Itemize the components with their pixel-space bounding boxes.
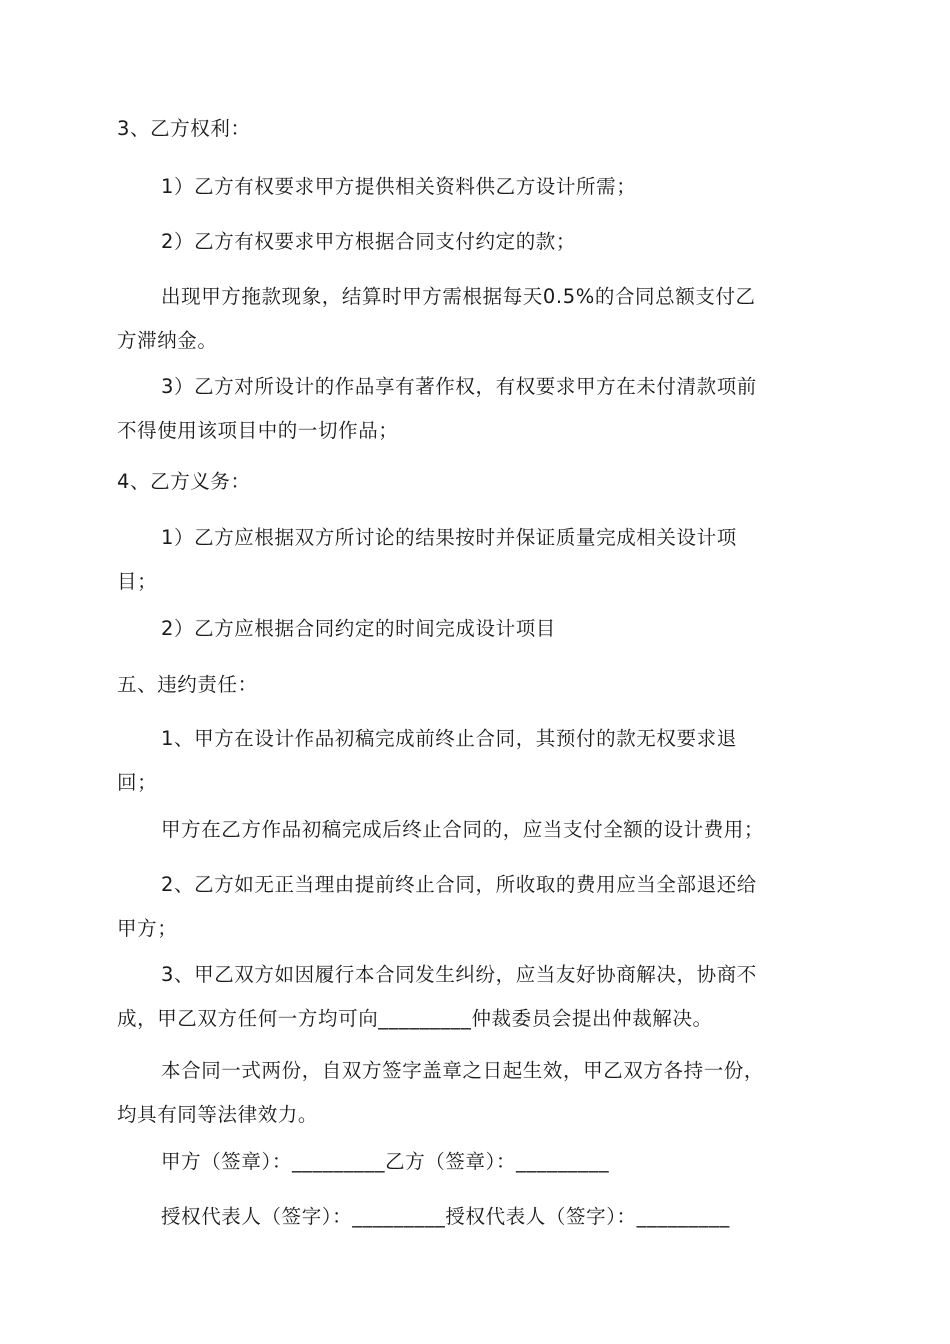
text-line: 3、甲乙双方如因履行本合同发生纠纷，应当友好协商解决，协商不 (161, 963, 757, 986)
signature-line-seals (117, 1140, 837, 1184)
text-line: 出现甲方拖款现象，结算时甲方需根据每天0.5%的合同总额支付乙 (161, 285, 756, 308)
paragraph-breach-1 (117, 717, 837, 804)
paragraph-rights-3 (117, 365, 837, 452)
text-line: 甲方在乙方作品初稿完成后终止合同的，应当支付全额的设计费用； (161, 818, 765, 841)
text-line: 1）乙方有权要求甲方提供相关资料供乙方设计所需； (161, 175, 637, 198)
paragraph-obligations-1 (117, 516, 837, 603)
text-line: 1、甲方在设计作品初稿完成前终止合同，其预付的款无权要求退 (161, 727, 737, 750)
text-line: 3）乙方对所设计的作品享有著作权，有权要求甲方在未付清款项前 (161, 375, 757, 398)
section-heading-party-b-obligations (117, 460, 837, 504)
text-line: 甲方（签章）：_________乙方（签章）：_________ (161, 1150, 610, 1173)
signature-line-representatives (117, 1195, 837, 1239)
text-line: 甲方； (117, 916, 178, 940)
text-line: 1）乙方应根据双方所讨论的结果按时并保证质量完成相关设计项 (161, 526, 737, 549)
paragraph-breach-termination-after-draft (117, 808, 837, 852)
paragraph-obligations-2 (117, 607, 837, 651)
paragraph-rights-2 (117, 220, 837, 264)
paragraph-breach-3 (117, 953, 837, 1040)
text-line: 五、违约责任： (117, 673, 258, 696)
paragraph-contract-copies (117, 1049, 837, 1136)
text-line: 成，甲乙双方任何一方均可向_________仲裁委员会提出仲裁解决。 (117, 1006, 713, 1030)
text-line: 授权代表人（签字）：_________授权代表人（签字）：_________ (161, 1205, 730, 1228)
text-line: 本合同一式两份，自双方签字盖章之日起生效，甲乙双方各持一份， (161, 1059, 765, 1082)
text-line: 2）乙方有权要求甲方根据合同支付约定的款； (161, 230, 577, 253)
text-line: 目； (117, 569, 158, 593)
text-line: 回； (117, 770, 158, 794)
section-heading-breach-liability (117, 663, 837, 707)
text-line: 4、乙方义务： (117, 470, 251, 493)
text-line: 均具有同等法律效力。 (117, 1102, 319, 1126)
paragraph-rights-1 (117, 165, 837, 209)
text-line: 2、乙方如无正当理由提前终止合同，所收取的费用应当全部退还给 (161, 873, 757, 896)
paragraph-late-payment (117, 275, 837, 362)
text-line: 方滞纳金。 (117, 328, 218, 352)
paragraph-breach-2 (117, 863, 837, 950)
text-line: 2）乙方应根据合同约定的时间完成设计项目 (161, 617, 556, 640)
text-line: 不得使用该项目中的一切作品； (117, 418, 399, 442)
text-line: 3、乙方权利： (117, 117, 251, 140)
section-heading-party-b-rights (117, 107, 837, 151)
